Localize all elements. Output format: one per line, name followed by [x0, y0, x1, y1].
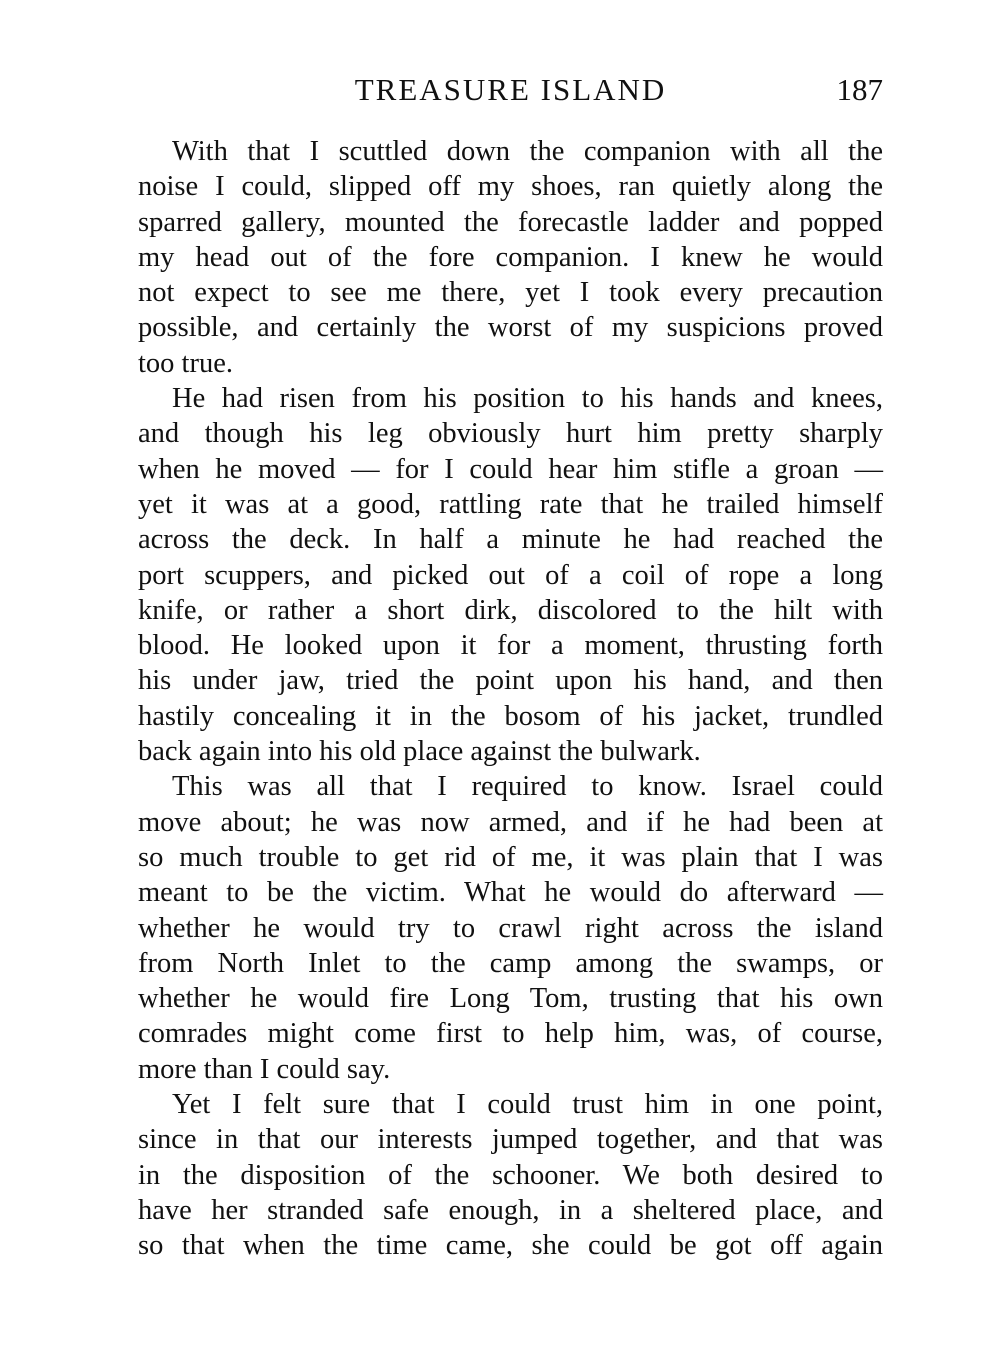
- text-line: have her stranded safe enough, in a sheltered place, and: [138, 1194, 883, 1226]
- paragraph-2: [138, 381, 883, 769]
- text-line: This was all that I required to know. Israel could: [172, 771, 883, 803]
- paragraph-1: [138, 134, 883, 381]
- text-line: knife, or rather a short dirk, discolored to the hilt with: [138, 594, 883, 626]
- running-head: [138, 68, 883, 112]
- paragraph-3: [138, 769, 883, 1087]
- page-number: 187: [836, 72, 883, 107]
- text-line: move about; he was now armed, and if he had been at: [138, 806, 883, 838]
- text-line: more than I could say.: [138, 1053, 391, 1085]
- text-line: since in that our interests jumped together, and that was: [138, 1124, 883, 1156]
- body-text: [138, 134, 883, 1264]
- text-line: not expect to see me there, yet I took every precaution: [138, 277, 883, 309]
- text-line: my head out of the fore companion. I knew he would: [138, 241, 883, 273]
- text-line: blood. He looked upon it for a moment, thrusting forth: [138, 630, 883, 662]
- text-line: hastily concealing it in the bosom of his jacket, trundled: [138, 700, 883, 732]
- text-line: meant to be the victim. What he would do afterward —: [138, 877, 883, 909]
- text-line: across the deck. In half a minute he had reached the: [138, 524, 883, 556]
- text-line: and though his leg obviously hurt him pretty sharply: [138, 418, 883, 450]
- text-line: in the disposition of the schooner. We both desired to: [138, 1159, 883, 1191]
- text-line: whether he would fire Long Tom, trusting that his own: [138, 983, 883, 1015]
- text-line: whether he would try to crawl right across the island: [138, 912, 883, 944]
- text-line: With that I scuttled down the companion with all the: [172, 136, 883, 167]
- text-line: He had risen from his position to his hands and knees,: [172, 383, 883, 415]
- text-line: so much trouble to get rid of me, it was plain that I was: [138, 841, 883, 873]
- text-line: when he moved — for I could hear him stifle a groan —: [138, 453, 883, 485]
- text-line: from North Inlet to the camp among the swamps, or: [138, 947, 883, 979]
- text-line: noise I could, slipped off my shoes, ran quietly along the: [138, 171, 883, 203]
- text-line: Yet I felt sure that I could trust him in one point,: [172, 1089, 883, 1121]
- text-line: comrades might come first to help him, was, of course,: [138, 1018, 883, 1050]
- running-title: TREASURE ISLAND: [354, 72, 667, 107]
- text-line: his under jaw, tried the point upon his hand, and then: [138, 665, 883, 697]
- text-line: port scuppers, and picked out of a coil of rope a long: [138, 559, 883, 591]
- text-line: sparred gallery, mounted the forecastle ladder and popped: [138, 206, 883, 238]
- text-line: too true.: [138, 347, 233, 379]
- text-line: possible, and certainly the worst of my suspicions proved: [138, 312, 883, 344]
- text-line: back again into his old place against the bulwark.: [138, 736, 701, 768]
- paragraph-4: [138, 1087, 883, 1263]
- text-line: so that when the time came, she could be got off again: [138, 1230, 883, 1262]
- text-line: yet it was at a good, rattling rate that he trailed himself: [138, 488, 883, 520]
